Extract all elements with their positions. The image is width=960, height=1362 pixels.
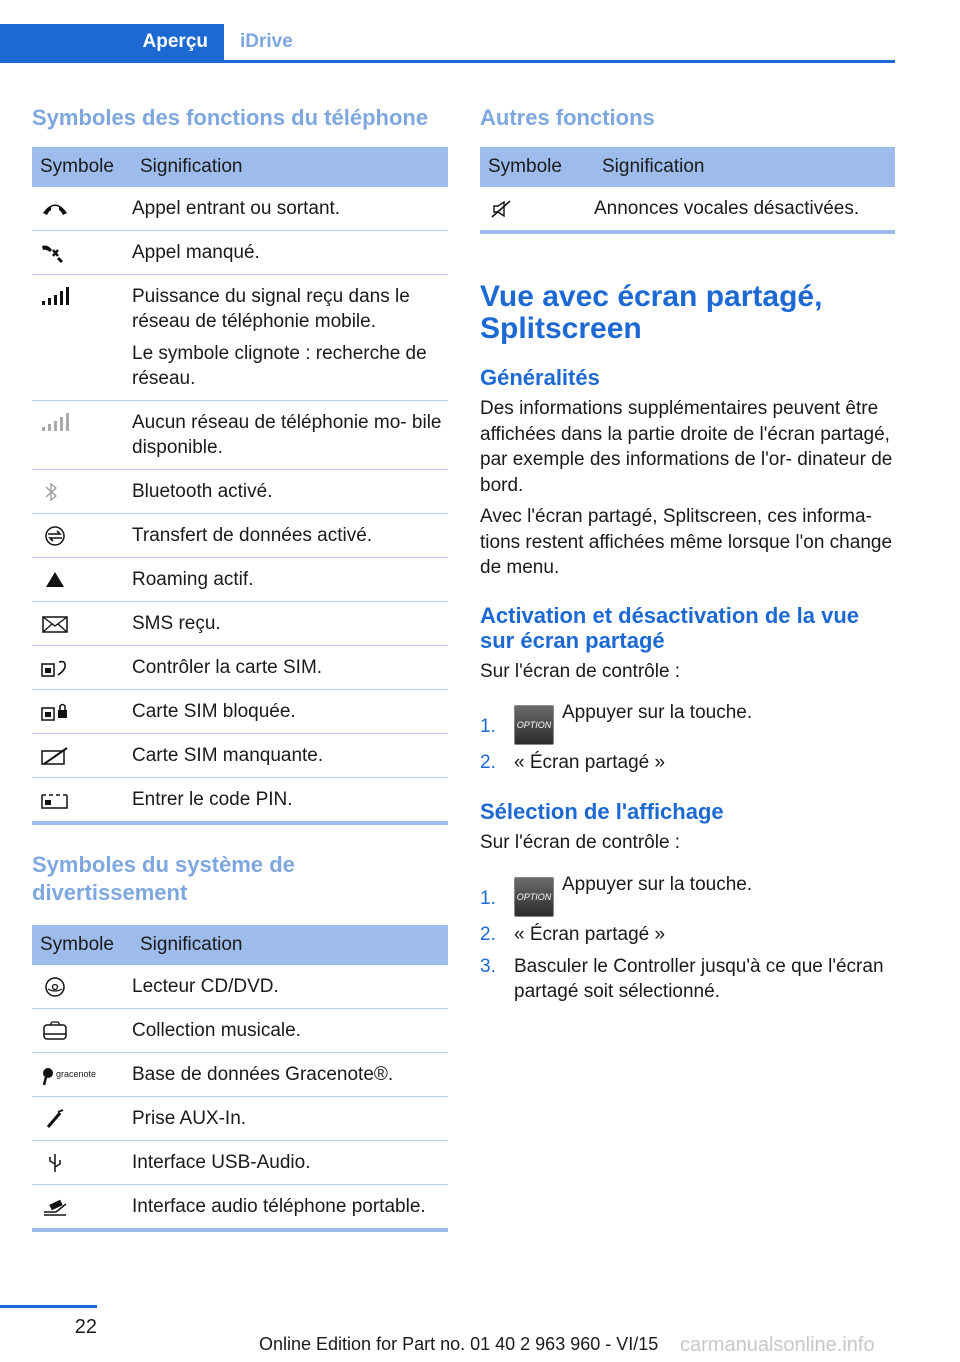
signal-strength-icon [40,286,132,306]
left-column [32,96,448,1232]
table-row [32,778,448,824]
list-item [480,750,895,775]
row-text: Appel entrant ou sortant. [132,198,341,219]
step-number: 2. [480,923,496,945]
table-row [32,1009,448,1053]
activation-heading: Activation et désactivation de la vue sur écran partagé [480,602,860,653]
step-number: 3. [480,955,496,977]
cd-dvd-icon [40,976,132,998]
row-text: Appel manqué. [132,242,260,263]
phone-symbols-table [32,147,448,825]
row-text: Carte SIM manquante. [132,745,324,766]
row-text: Contrôler la carte SIM. [132,657,323,678]
step-text: Appuyer sur la touche. [562,873,753,895]
table-row [32,514,448,558]
row-text: Aucun réseau de téléphonie mo- bile disponible. [132,412,442,458]
step-text: « Écran partagé » [514,923,666,945]
col-meaning-header: Signification [132,925,448,965]
roaming-icon [40,569,132,591]
bluetooth-icon [40,481,132,503]
data-transfer-icon [40,525,132,547]
gracenote-icon [40,1062,132,1087]
row-text: Prise AUX-In. [132,1097,448,1141]
step-text: « Écran partagé » [514,752,666,773]
step-text: Appuyer sur la touche. [562,702,753,723]
splitscreen-title: Vue avec écran partagé, Splitscreen [480,280,823,345]
other-section-title: Autres fonctions [480,105,655,130]
table-row [32,602,448,646]
row-text: Lecteur CD/DVD. [132,965,448,1009]
general-paragraph-2: Avec l'écran partagé, Splitscreen, ces informa- tions restent affichées même lorsque l'on change de menu. [480,506,893,578]
tab-apercu[interactable]: Aperçu [0,24,224,60]
selection-heading: Sélection de l'affichage [480,799,724,824]
table-row [32,275,448,401]
entertainment-symbols-table [32,925,448,1232]
usb-icon [40,1152,132,1174]
pin-entry-icon [40,789,132,811]
aux-in-icon [40,1108,132,1130]
table-row [32,734,448,778]
table-row [32,558,448,602]
gracenote-logo-text: gracenote [56,1069,97,1079]
step-number: 1. [480,716,496,737]
selection-steps [480,872,895,1004]
list-item [480,954,895,1004]
row-text: Roaming actif. [132,569,254,590]
page-number: 22 [74,1316,97,1338]
no-signal-icon [40,412,132,432]
option-button-icon: OPTION [514,877,554,917]
option-button-icon: OPTION [514,705,554,745]
table-row [32,646,448,690]
list-item [480,872,895,916]
right-column [480,96,895,1004]
table-row [32,1053,448,1097]
phone-section-title: Symboles des fonctions du téléphone [32,105,429,130]
row-text: Annonces vocales désactivées. [594,187,895,232]
row-text: Transfert de données activé. [132,525,373,546]
col-meaning-header: Signification [594,147,895,187]
table-row [480,187,895,232]
list-item [480,922,895,947]
table-row [32,470,448,514]
row-text: Interface audio téléphone portable. [132,1185,448,1231]
footer-rule [0,1305,97,1308]
row-text: Entrer le code PIN. [132,789,293,810]
header-tabbar [0,24,895,63]
col-symbol-header: Symbole [32,147,132,187]
col-symbol-header: Symbole [32,925,132,965]
table-row [32,231,448,275]
phone-call-icon [40,198,132,218]
activation-steps [480,700,895,775]
step-text: Basculer le Controller jusqu'à ce que l'écran partagé soit sélectionné. [514,955,884,1002]
edition-text: Online Edition for Part no. 01 40 2 963 960 - VI/15 [259,1334,659,1354]
general-paragraph-1: Des informations supplémentaires peuvent être affichées dans la partie droite de l'écran partagé, par exemple des informations de l'or- dinateur de bord. [480,398,893,496]
entertainment-section-title: Symboles du système de divertissement [32,852,295,905]
table-row [32,1097,448,1141]
missed-call-icon [40,242,132,264]
sms-icon [40,613,132,635]
table-row [32,690,448,734]
step-number: 2. [480,752,496,773]
table-row [32,187,448,231]
sim-missing-icon [40,745,132,767]
row-text: Bluetooth activé. [132,481,273,502]
row-text: Puissance du signal reçu dans le réseau de téléphonie mobile. [132,286,410,332]
general-heading: Généralités [480,365,600,390]
step-number: 1. [480,887,496,909]
row-text: Interface USB-Audio. [132,1141,448,1185]
other-symbols-table [480,147,895,234]
music-collection-icon [40,1020,132,1042]
row-text: Collection musicale. [132,1009,448,1053]
activation-intro: Sur l'écran de contrôle : [480,660,681,682]
selection-intro: Sur l'écran de contrôle : [480,832,681,853]
list-item [480,700,895,744]
col-meaning-header: Signification [132,147,448,187]
row-text: Base de données Gracenote®. [132,1053,448,1097]
row-text-note: Le symbole clignote : recherche de réseau. [132,343,427,389]
col-symbol-header: Symbole [480,147,594,187]
table-row [32,401,448,470]
row-text: Carte SIM bloquée. [132,701,296,722]
voice-muted-icon [488,198,594,220]
phone-audio-icon [40,1196,132,1218]
tab-idrive[interactable]: iDrive [240,31,293,52]
table-row [32,1141,448,1185]
sim-locked-icon [40,701,132,723]
table-row [32,965,448,1009]
watermark: carmanualsonline.info [680,1334,875,1356]
table-row [32,1185,448,1231]
sim-check-icon [40,657,132,679]
row-text: SMS reçu. [132,613,221,634]
